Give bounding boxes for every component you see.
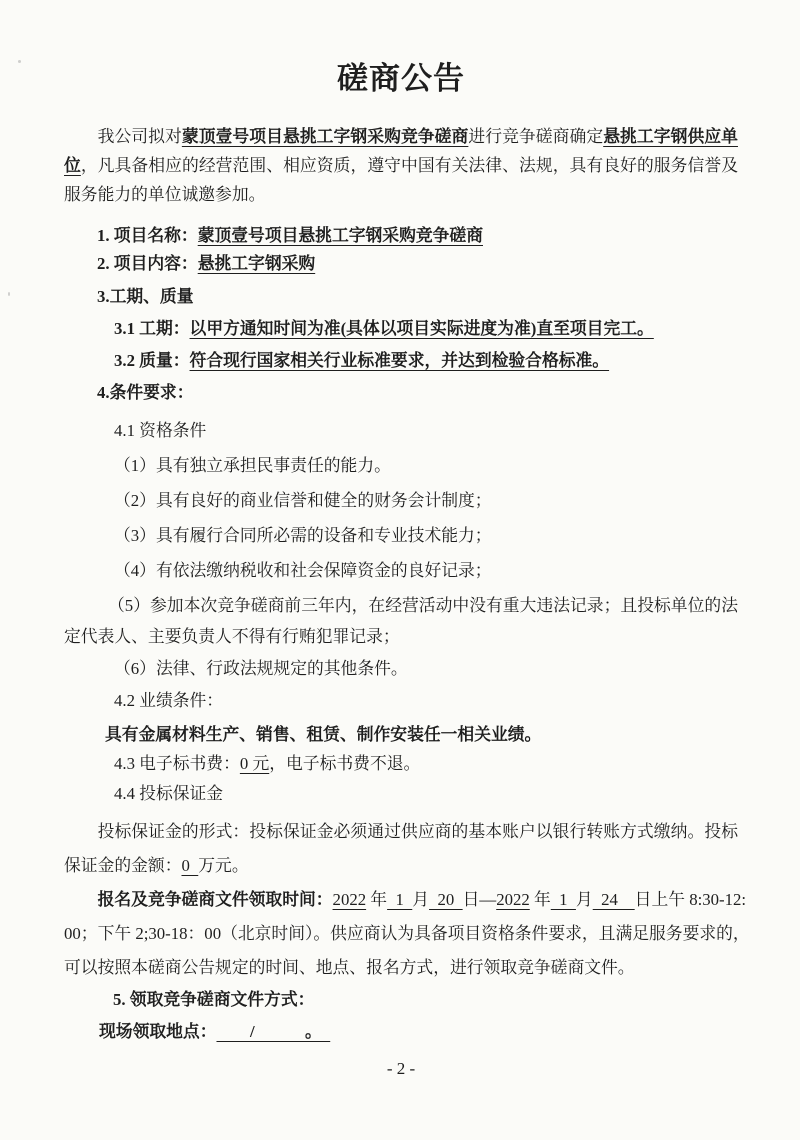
intro-paragraph	[64, 122, 738, 209]
item-project-content	[97, 250, 738, 278]
deposit-paragraph	[64, 815, 738, 883]
pickup-location-label: 现场领取地点：	[99, 1022, 217, 1041]
item-doc-fee	[114, 750, 738, 777]
schedule-label: 3.1 工期：	[114, 319, 190, 338]
quality-label: 3.2 质量：	[114, 351, 190, 370]
doc-fee-suffix: ，电子标书费不退。	[269, 754, 421, 773]
signup-year-1: 2022	[332, 890, 367, 909]
deposit-unit: 万元。	[198, 856, 249, 875]
intro-text-2: 进行竞争磋商确定	[468, 127, 604, 146]
doc-fee-label: 4.3 电子标书费：	[114, 754, 240, 773]
qualification-item-1: （1）具有独立承担民事责任的能力。	[114, 456, 391, 475]
signup-sep-1: 年	[366, 890, 388, 909]
signup-sep-3: 日—	[462, 890, 497, 909]
intro-supplier-unit: 悬挑工字钢供应单位	[64, 127, 738, 175]
intro-project-name: 蒙顶壹号项目悬挑工字钢采购竞争磋商	[181, 127, 469, 146]
item-quality	[114, 346, 738, 376]
page-number: - 2 -	[386, 1059, 416, 1078]
signup-day-2: 24	[592, 890, 635, 909]
qualification-item-2: （2）具有良好的商业信誉和健全的财务会计制度；	[114, 491, 492, 510]
qualification-item-3: （3）具有履行合同所必需的设备和专业技术能力；	[114, 526, 492, 545]
deposit-amount: 0	[181, 856, 199, 875]
section5-heading: 5. 领取竞争磋商文件方式：	[113, 990, 315, 1009]
scan-speck	[18, 60, 21, 63]
qualification-heading: 4.1 资格条件	[114, 421, 207, 440]
item-schedule	[114, 314, 738, 344]
intro-text-1: 我公司拟对	[97, 127, 182, 146]
scan-speck	[8, 292, 10, 296]
qualification-item-4: （4）有依法缴纳税收和社会保障资金的良好记录；	[114, 561, 492, 580]
quality-value: 符合现行国家相关行业标准要求，并达到检验合格标准。	[189, 351, 610, 370]
signup-sep-2: 月	[412, 890, 430, 909]
signup-sep-5: 月	[575, 890, 593, 909]
signup-time-line-3: 可以按照本磋商公告规定的时间、地点、报名方式，进行领取竞争磋商文件。	[64, 958, 635, 977]
signup-month-2: 1	[550, 890, 576, 909]
project-name-label: 1. 项目名称：	[97, 226, 198, 245]
signup-sep-6: 日上午 8:30-12:	[634, 890, 747, 909]
signup-day-1: 20	[429, 890, 463, 909]
section3-heading: 3.工期、质量	[97, 287, 194, 306]
item-project-name	[97, 222, 738, 250]
doc-fee-value: 0 元	[239, 754, 270, 773]
project-content-value: 悬挑工字钢采购	[197, 254, 316, 273]
performance-heading: 4.2 业绩条件：	[114, 691, 224, 710]
deposit-form-text: 投标保证金的形式：投标保证金必须通过供应商的基本账户以银行转账方式缴纳。投标保证金的金额：	[64, 822, 738, 875]
pickup-location-line	[99, 1017, 738, 1047]
signup-time-label: 报名及竞争磋商文件领取时间：	[97, 890, 333, 909]
pickup-location-blank: / 。	[216, 1022, 331, 1041]
project-name-value: 蒙顶壹号项目悬挑工字钢采购竞争磋商	[197, 226, 483, 245]
signup-sep-4: 年	[529, 890, 551, 909]
qualification-item-6: （6）法律、行政法规规定的其他条件。	[114, 659, 408, 678]
signup-time-line-1	[64, 883, 747, 917]
performance-requirement: 具有金属材料生产、销售、租赁、制作安装任一相关业绩。	[105, 725, 542, 744]
project-content-label: 2. 项目内容：	[97, 254, 198, 273]
qualification-item-5: （5）参加本次竞争磋商前三年内，在经营活动中没有重大违法记录；且投标单位的法定代表人、主要负责人不得有行贿犯罪记录；	[64, 596, 738, 646]
intro-text-3: ，凡具备相应的经营范围、相应资质，遵守中国有关法律、法规，具有良好的服务信誉及服务能力的单位诚邀参加。	[64, 156, 738, 204]
signup-time-line-2: 00；下午 2;30-18：00（北京时间）。供应商认为具备项目资格条件要求，且满足服务要求的，	[64, 924, 750, 943]
signup-year-2: 2022	[496, 890, 530, 909]
page-title: 磋商公告	[337, 61, 465, 96]
signup-month-1: 1	[387, 890, 413, 909]
schedule-value: 以甲方通知时间为准(具体以项目实际进度为准)直至项目完工。	[189, 319, 654, 338]
section4-heading: 4.条件要求：	[97, 383, 194, 402]
deposit-heading: 4.4 投标保证金	[114, 784, 224, 803]
